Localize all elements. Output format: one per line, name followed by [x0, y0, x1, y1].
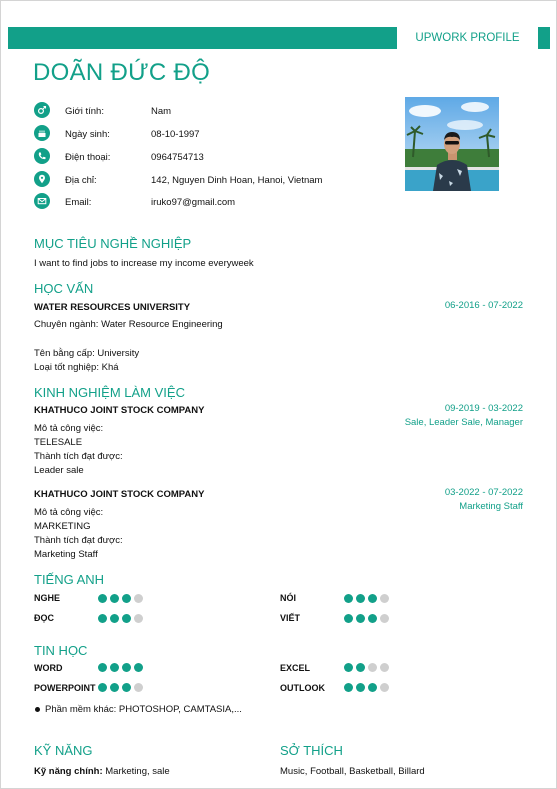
rating-dot-filled — [356, 683, 365, 692]
job-2-desc-label: Mô tả công việc: — [34, 507, 104, 518]
job-2-position: Marketing Staff — [459, 501, 523, 512]
main-skills — [34, 766, 170, 777]
rating-dot-filled — [356, 594, 365, 603]
rating-dot-filled — [110, 683, 119, 692]
gender-value: Nam — [151, 106, 172, 117]
rating-dot-empty — [368, 663, 377, 672]
education-degree: Tên bằng cấp: University — [34, 348, 140, 359]
rating-dot-filled — [122, 683, 131, 692]
job-1-ach: Leader sale — [34, 465, 84, 476]
envelope-icon — [34, 193, 50, 209]
gender-label: Giới tính: — [65, 106, 104, 117]
rating-dot-filled — [122, 594, 131, 603]
rating-dot-filled — [368, 594, 377, 603]
it-excel-rating — [344, 663, 389, 672]
candidate-name: DOÃN ĐỨC ĐỘ — [33, 59, 211, 86]
it-word-rating — [98, 663, 143, 672]
job-2-date: 03-2022 - 07-2022 — [444, 487, 523, 498]
job-1-company: KHATHUCO JOINT STOCK COMPANY — [34, 405, 205, 416]
objective-text: I want to find jobs to increase my income everyweek — [34, 258, 254, 269]
job-2-company: KHATHUCO JOINT STOCK COMPANY — [34, 489, 205, 500]
main-skills-label: Kỹ năng chính: — [34, 766, 103, 777]
upwork-profile-tab[interactable]: UPWORK PROFILE — [397, 27, 538, 49]
rating-dot-filled — [344, 683, 353, 692]
birthday-label: Ngày sinh: — [65, 129, 110, 140]
rating-dot-filled — [98, 683, 107, 692]
rating-dot-filled — [344, 614, 353, 623]
rating-dot-empty — [380, 683, 389, 692]
rating-dot-filled — [98, 594, 107, 603]
english-skill-viet: VIẾT — [280, 613, 301, 623]
birthday-cake-icon — [34, 125, 50, 141]
it-powerpoint-rating — [98, 683, 143, 692]
rating-dot-filled — [356, 614, 365, 623]
objective-heading: MỤC TIÊU NGHỀ NGHIỆP — [34, 236, 192, 251]
location-pin-icon — [34, 171, 50, 187]
hobbies-heading: SỞ THÍCH — [280, 743, 343, 758]
phone-value: 0964754713 — [151, 152, 204, 163]
english-noi-rating — [344, 594, 389, 603]
rating-dot-filled — [368, 614, 377, 623]
rating-dot-empty — [380, 594, 389, 603]
english-skill-noi: NÓI — [280, 593, 297, 603]
other-software-text: Phần mềm khác: PHOTOSHOP, CAMTASIA,... — [45, 704, 242, 715]
hobbies-text: Music, Football, Basketball, Billard — [280, 766, 425, 777]
rating-dot-empty — [134, 594, 143, 603]
rating-dot-filled — [134, 663, 143, 672]
it-skill-word: WORD — [34, 663, 63, 673]
other-software-bullet — [35, 707, 40, 712]
rating-dot-filled — [110, 594, 119, 603]
rating-dot-filled — [344, 663, 353, 672]
rating-dot-filled — [110, 663, 119, 672]
email-label: Email: — [65, 197, 92, 208]
it-skill-excel: EXCEL — [280, 663, 311, 673]
job-2-desc: MARKETING — [34, 521, 91, 532]
it-heading: TIN HỌC — [34, 643, 88, 658]
education-school: WATER RESOURCES UNIVERSITY — [34, 302, 191, 313]
rating-dot-empty — [134, 683, 143, 692]
english-viet-rating — [344, 614, 389, 623]
education-grade: Loại tốt nghiệp: Khá — [34, 362, 119, 373]
job-1-position: Sale, Leader Sale, Manager — [404, 417, 523, 428]
english-skill-nghe: NGHE — [34, 593, 61, 603]
rating-dot-empty — [380, 614, 389, 623]
address-label: Địa chỉ: — [65, 175, 97, 186]
header-bar-right — [538, 27, 550, 49]
rating-dot-filled — [122, 614, 131, 623]
job-2-ach-label: Thành tích đạt được: — [34, 535, 123, 546]
experience-heading: KINH NGHIỆM LÀM VIỆC — [34, 385, 185, 400]
english-heading: TIẾNG ANH — [34, 572, 105, 587]
education-heading: HỌC VẤN — [34, 281, 94, 296]
rating-dot-empty — [134, 614, 143, 623]
gender-icon — [34, 102, 50, 118]
skills-heading: KỸ NĂNG — [34, 743, 93, 758]
phone-icon — [34, 148, 50, 164]
it-skill-powerpoint: POWERPOINT — [34, 683, 96, 693]
email-value[interactable]: iruko97@gmail.com — [151, 197, 236, 208]
rating-dot-filled — [110, 614, 119, 623]
job-1-desc-label: Mô tả công việc: — [34, 423, 104, 434]
it-outlook-rating — [344, 683, 389, 692]
it-skill-outlook: OUTLOOK — [280, 683, 325, 693]
rating-dot-empty — [380, 663, 389, 672]
job-1-date: 09-2019 - 03-2022 — [444, 403, 523, 414]
rating-dot-filled — [356, 663, 365, 672]
rating-dot-filled — [344, 594, 353, 603]
rating-dot-filled — [98, 614, 107, 623]
rating-dot-filled — [368, 683, 377, 692]
rating-dot-filled — [122, 663, 131, 672]
education-date: 06-2016 - 07-2022 — [444, 300, 523, 311]
job-1-ach-label: Thành tích đạt được: — [34, 451, 123, 462]
english-skill-doc: ĐỌC — [34, 613, 54, 623]
main-skills-value: Marketing, sale — [105, 766, 170, 777]
phone-label: Điện thoại: — [65, 152, 111, 163]
header-bar-left — [8, 27, 397, 49]
education-major: Chuyên ngành: Water Resource Engineering — [34, 319, 223, 330]
rating-dot-filled — [98, 663, 107, 672]
address-value: 142, Nguyen Dinh Hoan, Hanoi, Vietnam — [151, 175, 323, 186]
english-nghe-rating — [98, 594, 143, 603]
job-2-ach: Marketing Staff — [34, 549, 98, 560]
job-1-desc: TELESALE — [34, 437, 83, 448]
birthday-value: 08-10-1997 — [151, 129, 200, 140]
english-doc-rating — [98, 614, 143, 623]
profile-photo — [405, 97, 499, 191]
